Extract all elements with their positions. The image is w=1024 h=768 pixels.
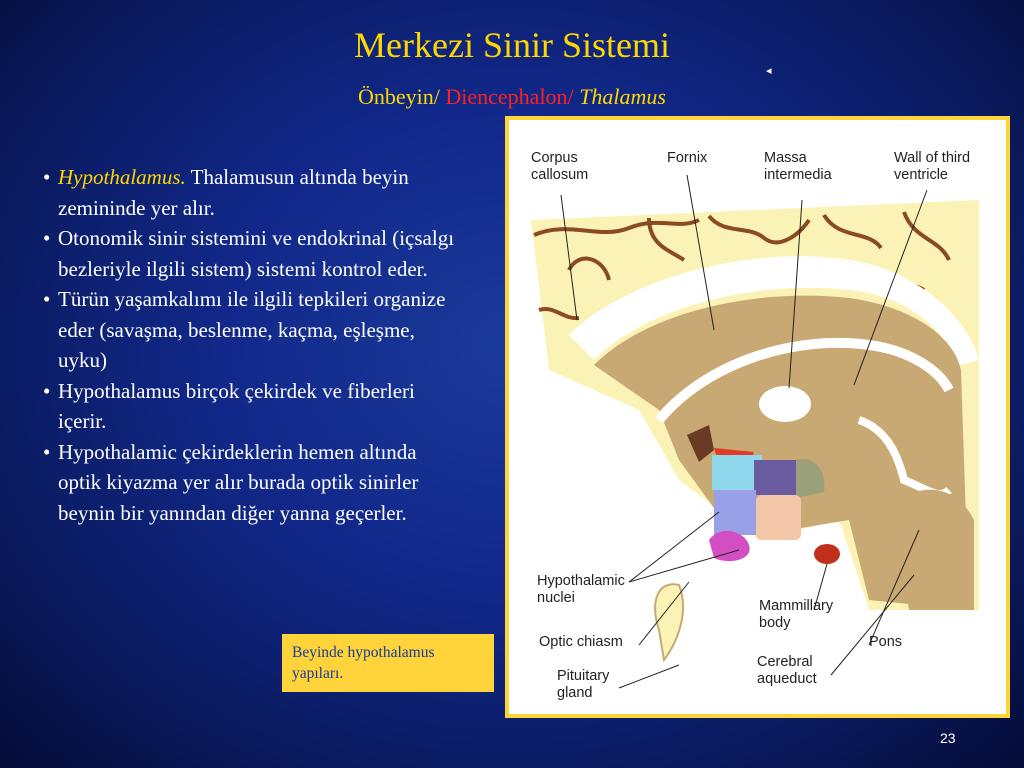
label-optic-chiasm: Optic chiasm xyxy=(539,634,623,650)
nucleus-purple xyxy=(754,460,796,495)
mammillary-body-shape xyxy=(814,544,840,564)
bullet-lead-italic: Hypothalamus. xyxy=(58,165,186,189)
bullet-item xyxy=(40,376,460,437)
bullet-item xyxy=(40,162,460,223)
pons-shape xyxy=(896,490,974,610)
slide-subtitle xyxy=(0,84,1024,110)
bullet-text: Otonomik sinir sistemini ve endokrinal (içsalgı bezleriyle ilgili sistem) sistemi kontrol eder. xyxy=(58,226,455,281)
bullet-text: Thalamusun altında beyin zemininde yer alır. xyxy=(58,165,409,220)
label-cerebral-aqueduct: Cerebral aqueduct xyxy=(757,654,817,687)
subtitle-part-diencephalon: Diencephalon/ xyxy=(445,84,580,109)
nucleus-lavender xyxy=(714,490,756,535)
bullet-text: Türün yaşamkalımı ile ilgili tepkileri organize eder (savaşma, beslenme, kaçma, eşleşme, uyku) xyxy=(58,287,446,372)
label-wall-third-ventricle: Wall of third ventricle xyxy=(894,150,971,183)
brain-figure xyxy=(509,120,1006,714)
subtitle-part-onbeyin: Önbeyin/ xyxy=(358,84,446,109)
triangle-left-icon[interactable]: ◂ xyxy=(766,64,772,77)
brain-figure-frame xyxy=(505,116,1010,718)
bullet-item xyxy=(40,437,460,529)
massa-intermedia-shape xyxy=(759,386,811,422)
bullet-text: Hypothalamus birçok çekirdek ve fiberleri içerir. xyxy=(58,378,415,433)
nucleus-peach xyxy=(756,495,801,540)
label-fornix: Fornix xyxy=(667,150,708,166)
label-pituitary-gland: Pituitary gland xyxy=(557,668,610,701)
label-corpus-callosum: Corpus callosum xyxy=(531,150,589,183)
label-pons: Pons xyxy=(869,634,903,650)
bullet-list xyxy=(40,162,460,528)
label-mammillary-body: Mammillary body xyxy=(759,598,834,631)
label-massa-intermedia: Massa intermedia xyxy=(764,150,832,183)
page-number: 23 xyxy=(940,730,956,746)
slide-title: Merkezi Sinir Sistemi xyxy=(354,25,670,65)
bullet-item xyxy=(40,223,460,284)
label-hypothalamic-nuclei: Hypothalamic nuclei xyxy=(537,573,625,606)
bullet-text: Hypothalamic çekirdeklerin hemen altında optik kiyazma yer alır burada optik sinirler beynin bir yanından diğer yanna geçerler. xyxy=(58,439,419,525)
subtitle-part-thalamus: Thalamus xyxy=(579,84,666,109)
figure-caption: Beyinde hypothalamus yapıları. xyxy=(282,634,494,692)
brain-illustration xyxy=(509,120,1006,714)
bullet-item xyxy=(40,284,460,376)
